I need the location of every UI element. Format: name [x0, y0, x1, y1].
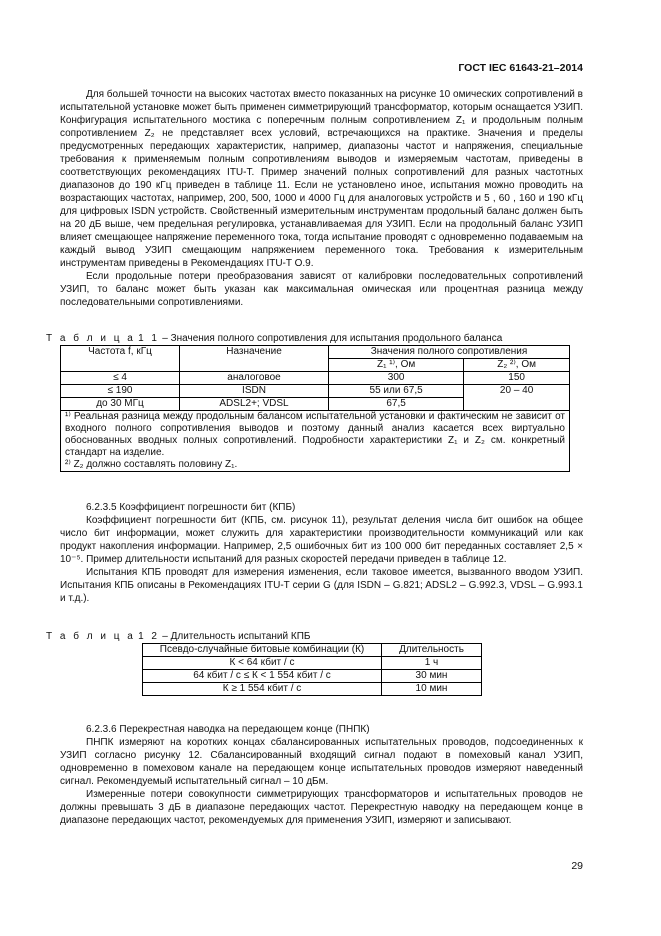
cell-duration: 1 ч	[382, 657, 482, 670]
table-row	[61, 385, 570, 398]
table-caption-text: – Значения полного сопротивления для испытания продольного баланса	[162, 333, 503, 344]
cell-duration: 30 мин	[382, 670, 482, 683]
table-12-block	[46, 630, 583, 696]
header-z2: Z₂ ²⁾, Ом	[464, 359, 570, 372]
header-purpose: Назначение	[180, 346, 329, 372]
section-6-2-3-5	[60, 501, 583, 605]
table-row	[143, 670, 482, 683]
table-caption-number: 1 2	[138, 631, 160, 642]
header-z1: Z₁ ¹⁾, Ом	[329, 359, 464, 372]
cell-combination: 64 кбит / с ≤ К < 1 554 кбит / с	[143, 670, 382, 683]
table-11-block	[46, 332, 583, 472]
table-note: ²⁾ Z₂ должно составлять половину Z₁.	[65, 459, 238, 470]
cell-freq: ≤ 190	[61, 385, 180, 398]
paragraph: Если продольные потери преобразования зависят от калибровки последовательных сопротивлений УЗИП, то баланс может быть указан как максимальная омическая или процентная разница между последовательными сопротивлениями.	[60, 271, 583, 308]
cell-z1: 55 или 67,5	[329, 385, 464, 398]
table-caption	[46, 332, 583, 345]
table-notes	[61, 411, 570, 472]
header-combination: Псевдо-случайные битовые комбинации (К)	[143, 644, 382, 657]
cell-freq: до 30 МГц	[61, 398, 180, 411]
header-values: Значения полного сопротивления	[329, 346, 570, 359]
section-6-2-3-6	[60, 723, 583, 827]
paragraph: Испытания КПБ проводят для измерения изменения, если таковое имеется, вызванного вводом УЗИП. Испытания КПБ описаны в Рекомендациях ITU-T серии G (для ISDN – G.821; ADSL2 – G.992.3, VDSL – G.993.1 и т.д.).	[60, 567, 583, 604]
table-row	[143, 657, 482, 670]
cell-combination: К ≥ 1 554 кбит / с	[143, 683, 382, 696]
cell-z1: 67,5	[329, 398, 464, 411]
table-caption-word: Т а б л и ц а	[46, 631, 136, 642]
table-caption-number: 1 1	[138, 333, 160, 344]
intro-block	[60, 88, 583, 309]
cell-duration: 10 мин	[382, 683, 482, 696]
cell-purpose: аналоговое	[180, 372, 329, 385]
paragraph: Для большей точности на высоких частотах вместо показанных на рисунке 10 омических сопротивлений в испытательной установке может быть применен симметрирующий трансформатор, которым оснащается УЗИП. Конфигурация испытательного мостика с поперечным полным сопротивлением Z₁ и продольным полным сопротивлением Z₂ не представляет всех условий, встречающихся на практике. Значения и пределы предусмотренных передающих характеристик, например, диапазоны частот и напряжения, специальные требования к применяемым полным сопротивлениям выводов и измеряемым частотам, приведены в соответствующих рекомендациях ITU-T. Пример значений полных сопротивлений для разных частотных диапазонов до 190 кГц приведен в таблице 11. Если не установлено иное, испытания можно проводить на возрастающих частотах, например, 200, 500, 1000 и 4000 Гц для аналоговых устройств и 5 , 60 , 160 и 190 кГц для цифровых ISDN устройств. Свойственный измерительным инструментам продольный баланс должен быть на 20 дБ выше, чем предельная регулировка, устанавливаемая для УЗИП. Если на продольный баланс УЗИП влияет смещающее напряжение переменного тока, тогда испытание проводят с одновременно подаваемым на каждый вывод УЗИП смещающим напряжением переменного тока. Требования к измерительным инструментам приведены в Рекомендациях ITU-T O.9.	[60, 89, 583, 269]
table-note: ¹⁾ Реальная разница между продольным балансом испытательной установки и фактическим не зависит от входного полного сопротивления выводов и поэтому данный анализ касается всех виртуально обоснованных вводных полных сопротивлений. Подробности характеристики Z₁ и Z₂ см. конкретный стандарт на изделие.	[65, 411, 565, 458]
header-duration: Длительность	[382, 644, 482, 657]
cell-combination: К < 64 кбит / с	[143, 657, 382, 670]
table-row	[61, 372, 570, 385]
table-row	[143, 683, 482, 696]
table-caption-word: Т а б л и ц а	[46, 333, 136, 344]
cell-purpose: ISDN	[180, 385, 329, 398]
cell-z2: 20 – 40	[464, 385, 570, 411]
standard-header: ГОСТ IEC 61643-21–2014	[458, 62, 583, 74]
section-title: 6.2.3.5 Коэффициент погрешности бит (КПБ)	[86, 502, 296, 513]
cell-purpose: ADSL2+; VDSL	[180, 398, 329, 411]
cell-freq: ≤ 4	[61, 372, 180, 385]
table-caption	[46, 630, 583, 643]
paragraph: ПНПК измеряют на коротких концах сбалансированных испытательных проводов, подсоединенных к УЗИП согласно рисунку 12. Сбалансированный входящий сигнал подают в помеховый канал УЗИП, одновременно в помеховом канале на передающем конце испытательных проводов измеряют наведенный сигнал. Рекомендуемый испытательный сигнал – 10 дБм.	[60, 737, 583, 787]
section-title: 6.2.3.6 Перекрестная наводка на передающем конце (ПНПК)	[86, 724, 370, 735]
paragraph: Коэффициент погрешности бит (КПБ, см. рисунок 11), результат деления числа бит ошибок на общее число бит информации, может служить для характеристики производительности коммуникаций или как продукт накопления информации. Например, 2,5 ошибочных бит из 100 000 бит переданных составляет 2,5 × 10⁻⁵. Пример длительности испытаний для разных скоростей передачи приведен в таблице 12.	[60, 515, 583, 565]
header-frequency: Частота f, кГц	[61, 346, 180, 372]
cell-z1: 300	[329, 372, 464, 385]
paragraph: Измеренные потери совокупности симметрирующих трансформаторов и испытательных проводов не должны превышать 3 дБ в диапазоне передающих частот. Перекрестную наводку на передающем конце в диапазоне передающих частот, рекомендуемых для применения УЗИП, измеряют и записывают.	[60, 789, 583, 826]
cell-z2: 150	[464, 372, 570, 385]
impedance-table	[60, 345, 570, 472]
table-caption-text: – Длительность испытаний КПБ	[162, 631, 311, 642]
page-number: 29	[571, 860, 583, 872]
ber-duration-table	[142, 643, 482, 696]
